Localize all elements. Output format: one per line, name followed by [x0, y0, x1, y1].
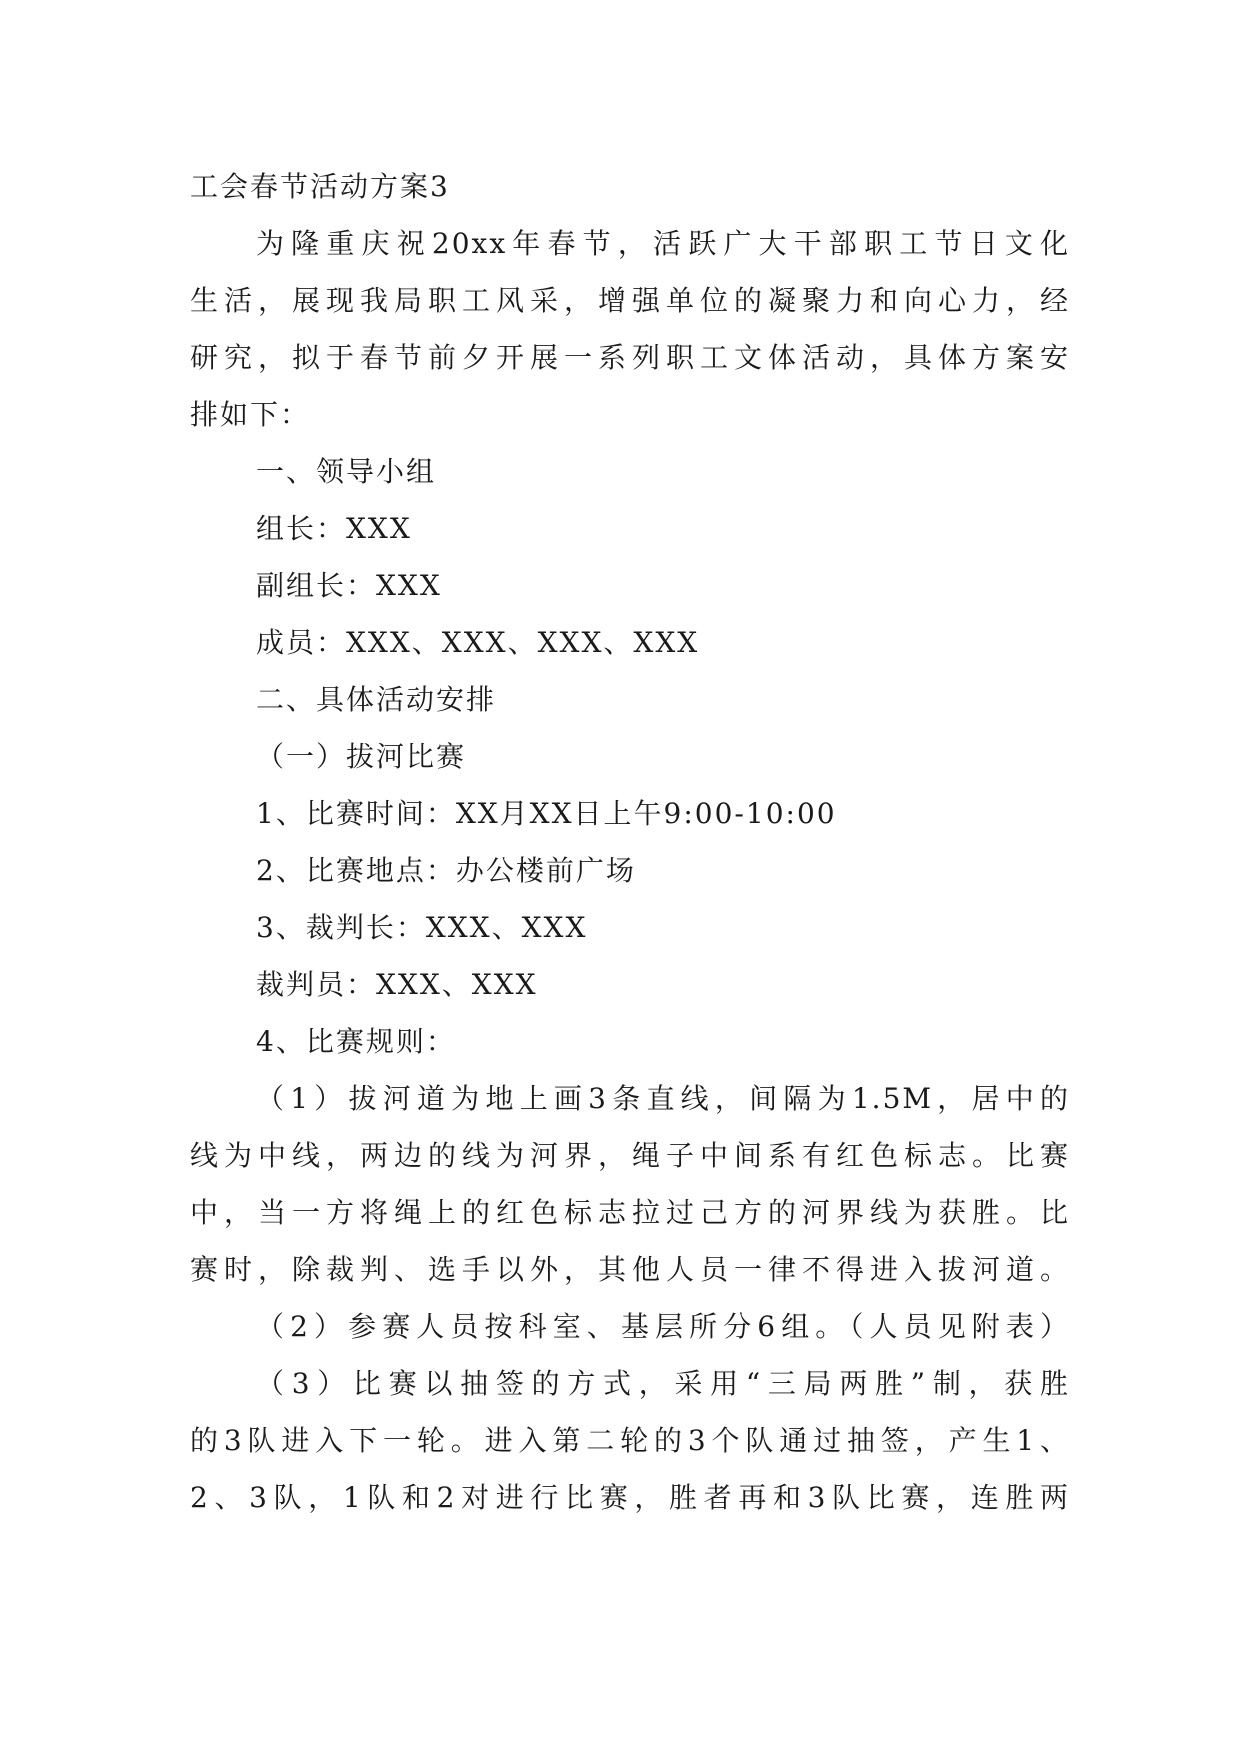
- paragraph-line: 研究，拟于春节前夕开展一系列职工文体活动，具体方案安: [190, 341, 1070, 374]
- section-heading: 二、具体活动安排: [256, 683, 497, 716]
- list-item: 裁判员：XXX、XXX: [256, 968, 538, 1001]
- paragraph-line: 线为中线，两边的线为河界，绳子中间系有红色标志。比赛: [190, 1139, 1070, 1172]
- list-item: 3、裁判长：XXX、XXX: [256, 911, 588, 944]
- paragraph-line: 中，当一方将绳上的红色标志拉过己方的河界线为获胜。比: [190, 1196, 1070, 1229]
- paragraph-line: 为隆重庆祝20xx年春节，活跃广大干部职工节日文化: [256, 227, 1070, 260]
- list-item: 副组长：XXX: [256, 569, 442, 602]
- paragraph-line: 2、3队，1队和2对进行比赛，胜者再和3队比赛，连胜两: [190, 1481, 1070, 1514]
- paragraph-line: （3）比赛以抽签的方式，采用“三局两胜”制，获胜: [256, 1367, 1070, 1400]
- list-item: 组长：XXX: [256, 512, 412, 545]
- paragraph-line: 的3队进入下一轮。进入第二轮的3个队通过抽签，产生1、: [190, 1424, 1070, 1457]
- paragraph-line: （1）拔河道为地上画3条直线，间隔为1.5M，居中的: [256, 1082, 1070, 1115]
- section-heading: 一、领导小组: [256, 455, 437, 488]
- list-item: 成员：XXX、XXX、XXX、XXX: [256, 626, 700, 659]
- paragraph-line: 生活，展现我局职工风采，增强单位的凝聚力和向心力，经: [190, 284, 1070, 317]
- subsection-heading: （一）拔河比赛: [256, 740, 467, 773]
- paragraph-line: 赛时，除裁判、选手以外，其他人员一律不得进入拔河道。: [190, 1253, 1070, 1286]
- document-title: 工会春节活动方案3: [190, 170, 450, 203]
- list-item: 4、比赛规则：: [256, 1025, 456, 1058]
- paragraph-line: 排如下：: [190, 398, 311, 431]
- list-item: 1、比赛时间：XX月XX日上午9:00-10:00: [256, 797, 837, 830]
- paragraph-line: （2）参赛人员按科室、基层所分6组。（人员见附表）: [256, 1310, 1070, 1343]
- list-item: 2、比赛地点：办公楼前广场: [256, 854, 636, 887]
